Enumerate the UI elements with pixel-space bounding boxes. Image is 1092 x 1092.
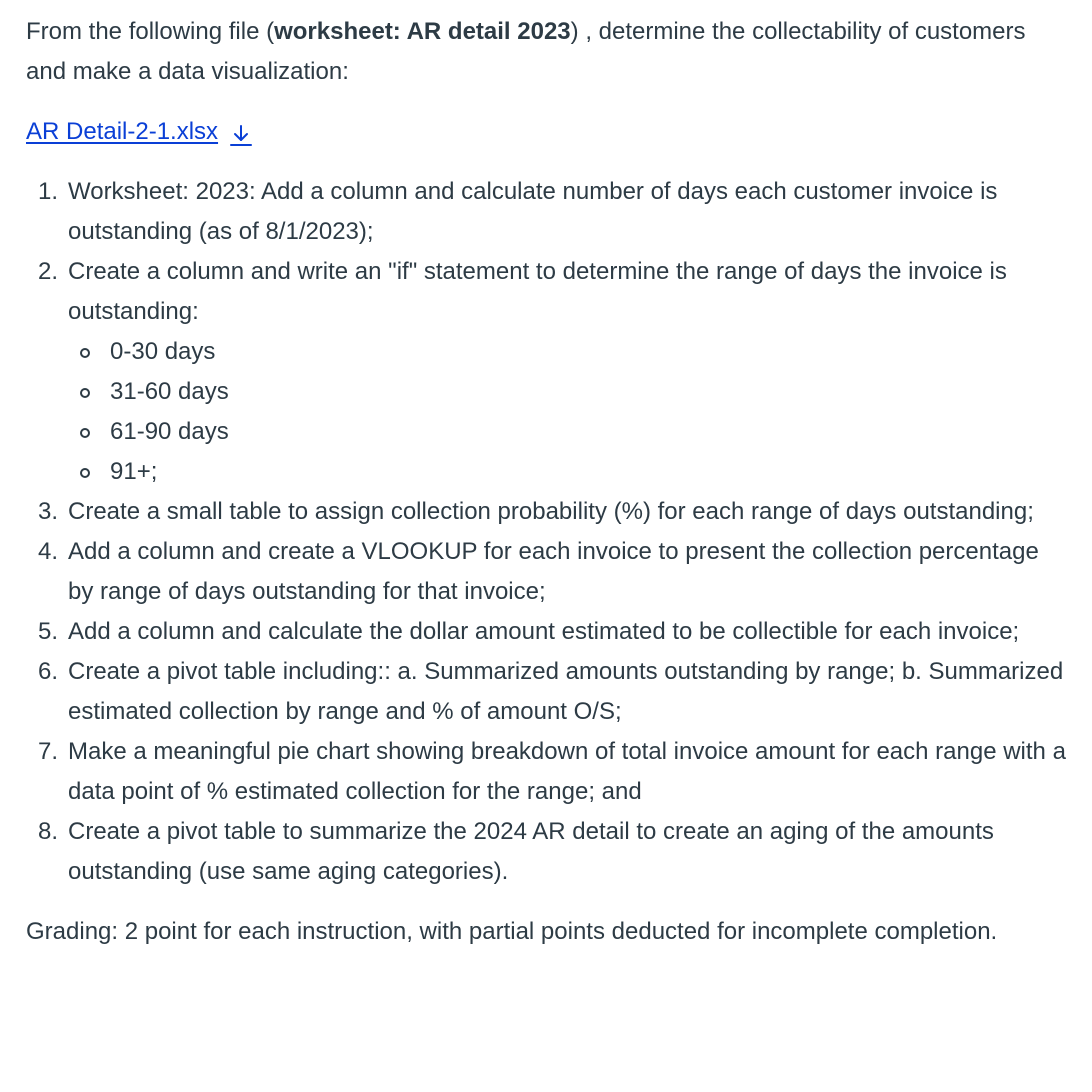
- assignment-content: [26, 12, 1066, 952]
- instruction-item: Add a column and calculate the dollar amount estimated to be collectible for each invoice;: [68, 618, 1020, 645]
- grading-note: Grading: 2 point for each instruction, with partial points deducted for incomplete completion.: [26, 918, 998, 945]
- intro-text-after: ) , determine the collectability of customers and make a data visualization:: [26, 18, 1026, 85]
- intro-worksheet-name: worksheet: AR detail 2023: [274, 18, 571, 45]
- range-item: 91+;: [110, 452, 1066, 492]
- instruction-item: Make a meaningful pie chart showing breakdown of total invoice amount for each range with a data point of % estimated collection for the range; and: [68, 738, 1066, 805]
- range-list: [68, 332, 1066, 492]
- intro-paragraph: [26, 12, 1066, 92]
- instruction-item: Create a small table to assign collection probability (%) for each range of days outstanding;: [68, 498, 1034, 525]
- instruction-item: Create a pivot table including:: a. Summarized amounts outstanding by range; b. Summarized estimated collection by range and % of amount O/S;: [68, 658, 1064, 725]
- instruction-item: Worksheet: 2023: Add a column and calculate number of days each customer invoice is outstanding (as of 8/1/2023);: [68, 178, 998, 245]
- range-item: 0-30 days: [110, 332, 1066, 372]
- intro-text-before: From the following file (: [26, 18, 275, 45]
- instruction-item: Add a column and create a VLOOKUP for each invoice to present the collection percentage by range of days outstanding for that invoice;: [68, 538, 1039, 605]
- file-link[interactable]: AR Detail-2-1.xlsx: [26, 118, 219, 145]
- range-item: 61-90 days: [110, 412, 1066, 452]
- range-item: 31-60 days: [110, 372, 1066, 412]
- instruction-item: Create a pivot table to summarize the 2024 AR detail to create an aging of the amounts outstanding (use same aging categories).: [68, 818, 994, 885]
- instruction-list: [26, 172, 1066, 892]
- instruction-item: [68, 252, 1066, 492]
- download-arrow-icon[interactable]: [230, 120, 252, 144]
- instruction-text: Create a column and write an "if" statement to determine the range of days the invoice is outstanding:: [68, 258, 1007, 325]
- file-attachment: [26, 112, 1066, 152]
